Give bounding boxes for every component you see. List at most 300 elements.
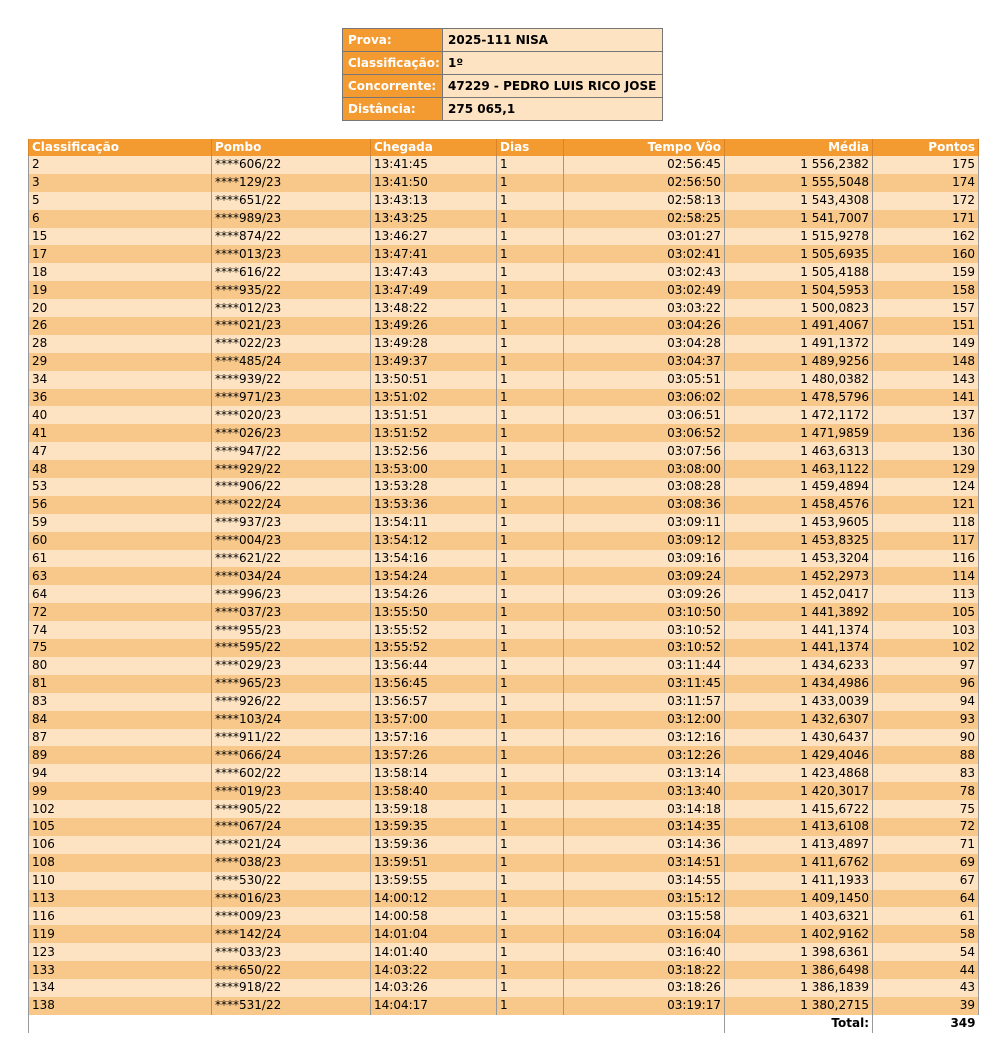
table-row: [29, 460, 979, 478]
cell-dias: 1: [497, 281, 564, 299]
cell-media: 1 463,1122: [725, 460, 873, 478]
cell-tempo-voo: 03:15:12: [564, 890, 725, 908]
cell-dias: 1: [497, 406, 564, 424]
table-row: [29, 585, 979, 603]
cell-media: 1 386,6498: [725, 961, 873, 979]
cell-pontos: 151: [873, 317, 979, 335]
cell-media: 1 489,9256: [725, 353, 873, 371]
cell-media: 1 453,9605: [725, 514, 873, 532]
cell-classificacao: 63: [29, 567, 212, 585]
cell-pontos: 39: [873, 997, 979, 1015]
cell-classificacao: 134: [29, 979, 212, 997]
info-row-prova: [343, 29, 663, 52]
cell-pombo: ****129/23: [212, 174, 371, 192]
cell-pontos: 93: [873, 711, 979, 729]
table-row: [29, 854, 979, 872]
concorrente-value: 47229 - PEDRO LUIS RICO JOSE: [443, 75, 663, 98]
cell-media: 1 504,5953: [725, 281, 873, 299]
cell-pontos: 97: [873, 657, 979, 675]
cell-pombo: ****038/23: [212, 854, 371, 872]
cell-tempo-voo: 03:18:22: [564, 961, 725, 979]
table-row: [29, 890, 979, 908]
cell-tempo-voo: 03:10:52: [564, 621, 725, 639]
cell-pombo: ****906/22: [212, 478, 371, 496]
distancia-value: 275 065,1: [443, 98, 663, 121]
cell-dias: 1: [497, 442, 564, 460]
cell-media: 1 453,8325: [725, 532, 873, 550]
cell-pontos: 90: [873, 729, 979, 747]
table-row: [29, 729, 979, 747]
cell-chegada: 13:55:52: [371, 639, 497, 657]
cell-classificacao: 75: [29, 639, 212, 657]
cell-dias: 1: [497, 156, 564, 174]
cell-chegada: 13:59:18: [371, 800, 497, 818]
cell-media: 1 515,9278: [725, 228, 873, 246]
cell-pontos: 75: [873, 800, 979, 818]
table-row: [29, 621, 979, 639]
cell-chegada: 13:51:51: [371, 406, 497, 424]
table-row: [29, 979, 979, 997]
cell-media: 1 452,2973: [725, 567, 873, 585]
cell-chegada: 14:01:40: [371, 943, 497, 961]
cell-dias: 1: [497, 925, 564, 943]
cell-dias: 1: [497, 228, 564, 246]
cell-classificacao: 72: [29, 603, 212, 621]
cell-media: 1 441,3892: [725, 603, 873, 621]
cell-dias: 1: [497, 550, 564, 568]
cell-classificacao: 19: [29, 281, 212, 299]
table-row: [29, 782, 979, 800]
cell-chegada: 13:41:50: [371, 174, 497, 192]
cell-classificacao: 28: [29, 335, 212, 353]
cell-classificacao: 99: [29, 782, 212, 800]
cell-pombo: ****651/22: [212, 192, 371, 210]
cell-classificacao: 20: [29, 299, 212, 317]
cell-pontos: 162: [873, 228, 979, 246]
cell-pontos: 114: [873, 567, 979, 585]
cell-pombo: ****996/23: [212, 585, 371, 603]
cell-dias: 1: [497, 585, 564, 603]
cell-pombo: ****530/22: [212, 872, 371, 890]
cell-media: 1 411,1933: [725, 872, 873, 890]
cell-media: 1 463,6313: [725, 442, 873, 460]
cell-tempo-voo: 03:02:41: [564, 245, 725, 263]
cell-pombo: ****021/23: [212, 317, 371, 335]
cell-classificacao: 119: [29, 925, 212, 943]
table-row: [29, 800, 979, 818]
cell-pontos: 72: [873, 818, 979, 836]
cell-pombo: ****905/22: [212, 800, 371, 818]
cell-classificacao: 83: [29, 693, 212, 711]
cell-pombo: ****947/22: [212, 442, 371, 460]
cell-classificacao: 34: [29, 371, 212, 389]
cell-pontos: 124: [873, 478, 979, 496]
cell-dias: 1: [497, 174, 564, 192]
cell-media: 1 415,6722: [725, 800, 873, 818]
cell-pontos: 117: [873, 532, 979, 550]
info-row-classificacao: [343, 52, 663, 75]
cell-pombo: ****013/23: [212, 245, 371, 263]
cell-dias: 1: [497, 335, 564, 353]
table-row: [29, 997, 979, 1015]
cell-tempo-voo: 03:02:49: [564, 281, 725, 299]
table-row: [29, 818, 979, 836]
distancia-label: Distância:: [343, 98, 443, 121]
cell-dias: 1: [497, 675, 564, 693]
cell-pontos: 113: [873, 585, 979, 603]
cell-media: 1 441,1374: [725, 621, 873, 639]
cell-classificacao: 18: [29, 263, 212, 281]
table-row: [29, 389, 979, 407]
cell-pombo: ****021/24: [212, 836, 371, 854]
cell-tempo-voo: 03:12:00: [564, 711, 725, 729]
cell-media: 1 413,4897: [725, 836, 873, 854]
cell-tempo-voo: 03:12:26: [564, 746, 725, 764]
cell-classificacao: 53: [29, 478, 212, 496]
cell-media: 1 434,6233: [725, 657, 873, 675]
cell-tempo-voo: 03:14:36: [564, 836, 725, 854]
cell-pombo: ****037/23: [212, 603, 371, 621]
cell-chegada: 13:53:36: [371, 496, 497, 514]
cell-chegada: 13:43:25: [371, 210, 497, 228]
cell-dias: 1: [497, 907, 564, 925]
prova-label: Prova:: [343, 29, 443, 52]
cell-classificacao: 94: [29, 764, 212, 782]
info-row-distancia: [343, 98, 663, 121]
cell-pontos: 130: [873, 442, 979, 460]
cell-dias: 1: [497, 263, 564, 281]
cell-classificacao: 106: [29, 836, 212, 854]
cell-media: 1 441,1374: [725, 639, 873, 657]
table-row: [29, 532, 979, 550]
table-row: [29, 693, 979, 711]
cell-pontos: 160: [873, 245, 979, 263]
table-row: [29, 836, 979, 854]
cell-dias: 1: [497, 854, 564, 872]
cell-media: 1 555,5048: [725, 174, 873, 192]
cell-chegada: 13:59:55: [371, 872, 497, 890]
cell-chegada: 14:01:04: [371, 925, 497, 943]
cell-chegada: 13:51:02: [371, 389, 497, 407]
cell-pombo: ****034/24: [212, 567, 371, 585]
cell-media: 1 411,6762: [725, 854, 873, 872]
cell-classificacao: 48: [29, 460, 212, 478]
cell-tempo-voo: 03:11:45: [564, 675, 725, 693]
cell-tempo-voo: 03:14:18: [564, 800, 725, 818]
cell-chegada: 13:58:40: [371, 782, 497, 800]
cell-classificacao: 47: [29, 442, 212, 460]
race-info-table: [342, 28, 663, 121]
cell-media: 1 541,7007: [725, 210, 873, 228]
cell-pombo: ****016/23: [212, 890, 371, 908]
cell-media: 1 420,3017: [725, 782, 873, 800]
cell-tempo-voo: 03:04:28: [564, 335, 725, 353]
cell-chegada: 13:57:00: [371, 711, 497, 729]
cell-media: 1 386,1839: [725, 979, 873, 997]
table-row: [29, 317, 979, 335]
cell-chegada: 13:48:22: [371, 299, 497, 317]
cell-pombo: ****955/23: [212, 621, 371, 639]
cell-pombo: ****937/23: [212, 514, 371, 532]
cell-chegada: 13:54:26: [371, 585, 497, 603]
cell-chegada: 13:59:51: [371, 854, 497, 872]
cell-tempo-voo: 03:05:51: [564, 371, 725, 389]
cell-chegada: 13:55:52: [371, 621, 497, 639]
classificacao-value: 1º: [443, 52, 663, 75]
cell-pombo: ****650/22: [212, 961, 371, 979]
total-label: Total:: [725, 1015, 873, 1033]
cell-classificacao: 138: [29, 997, 212, 1015]
table-row: [29, 746, 979, 764]
cell-tempo-voo: 03:09:16: [564, 550, 725, 568]
header-classificacao: Classificação: [29, 139, 212, 156]
cell-media: 1 380,2715: [725, 997, 873, 1015]
cell-dias: 1: [497, 746, 564, 764]
cell-pombo: ****066/24: [212, 746, 371, 764]
cell-tempo-voo: 03:09:24: [564, 567, 725, 585]
cell-pontos: 136: [873, 424, 979, 442]
total-value: 349: [873, 1015, 979, 1033]
cell-pontos: 71: [873, 836, 979, 854]
cell-tempo-voo: 03:13:14: [564, 764, 725, 782]
cell-media: 1 556,2382: [725, 156, 873, 174]
cell-pombo: ****012/23: [212, 299, 371, 317]
cell-dias: 1: [497, 943, 564, 961]
cell-pontos: 121: [873, 496, 979, 514]
cell-dias: 1: [497, 997, 564, 1015]
cell-chegada: 13:50:51: [371, 371, 497, 389]
cell-chegada: 14:03:22: [371, 961, 497, 979]
cell-pontos: 175: [873, 156, 979, 174]
cell-classificacao: 26: [29, 317, 212, 335]
cell-media: 1 432,6307: [725, 711, 873, 729]
cell-dias: 1: [497, 836, 564, 854]
cell-tempo-voo: 03:14:51: [564, 854, 725, 872]
cell-media: 1 458,4576: [725, 496, 873, 514]
cell-media: 1 505,6935: [725, 245, 873, 263]
cell-classificacao: 123: [29, 943, 212, 961]
cell-chegada: 13:46:27: [371, 228, 497, 246]
cell-classificacao: 41: [29, 424, 212, 442]
cell-pontos: 58: [873, 925, 979, 943]
cell-tempo-voo: 03:09:12: [564, 532, 725, 550]
table-row: [29, 156, 979, 174]
table-row: [29, 961, 979, 979]
cell-media: 1 505,4188: [725, 263, 873, 281]
cell-chegada: 13:54:12: [371, 532, 497, 550]
cell-tempo-voo: 02:56:45: [564, 156, 725, 174]
cell-chegada: 13:43:13: [371, 192, 497, 210]
cell-classificacao: 64: [29, 585, 212, 603]
cell-tempo-voo: 03:19:17: [564, 997, 725, 1015]
cell-media: 1 478,5796: [725, 389, 873, 407]
cell-classificacao: 6: [29, 210, 212, 228]
header-tempo-voo: Tempo Vôo: [564, 139, 725, 156]
cell-tempo-voo: 03:16:40: [564, 943, 725, 961]
cell-chegada: 13:47:49: [371, 281, 497, 299]
table-row: [29, 442, 979, 460]
cell-pombo: ****019/23: [212, 782, 371, 800]
cell-pombo: ****009/23: [212, 907, 371, 925]
table-row: [29, 335, 979, 353]
cell-dias: 1: [497, 567, 564, 585]
cell-tempo-voo: 03:04:26: [564, 317, 725, 335]
cell-tempo-voo: 03:10:50: [564, 603, 725, 621]
table-row: [29, 567, 979, 585]
table-row: [29, 925, 979, 943]
cell-pontos: 172: [873, 192, 979, 210]
cell-classificacao: 56: [29, 496, 212, 514]
prova-value: 2025-111 NISA: [443, 29, 663, 52]
cell-chegada: 14:03:26: [371, 979, 497, 997]
cell-chegada: 13:55:50: [371, 603, 497, 621]
table-row: [29, 281, 979, 299]
cell-dias: 1: [497, 621, 564, 639]
cell-tempo-voo: 03:13:40: [564, 782, 725, 800]
cell-dias: 1: [497, 639, 564, 657]
cell-pontos: 44: [873, 961, 979, 979]
cell-dias: 1: [497, 603, 564, 621]
table-row: [29, 514, 979, 532]
cell-media: 1 472,1172: [725, 406, 873, 424]
table-row: [29, 192, 979, 210]
cell-chegada: 13:59:36: [371, 836, 497, 854]
cell-media: 1 433,0039: [725, 693, 873, 711]
cell-classificacao: 74: [29, 621, 212, 639]
cell-tempo-voo: 03:06:02: [564, 389, 725, 407]
cell-pombo: ****606/22: [212, 156, 371, 174]
cell-chegada: 13:57:16: [371, 729, 497, 747]
cell-tempo-voo: 03:07:56: [564, 442, 725, 460]
cell-media: 1 430,6437: [725, 729, 873, 747]
table-row: [29, 424, 979, 442]
cell-pombo: ****911/22: [212, 729, 371, 747]
cell-pombo: ****939/22: [212, 371, 371, 389]
cell-classificacao: 5: [29, 192, 212, 210]
cell-chegada: 13:41:45: [371, 156, 497, 174]
cell-dias: 1: [497, 729, 564, 747]
classificacao-label: Classificação:: [343, 52, 443, 75]
header-pontos: Pontos: [873, 139, 979, 156]
cell-pontos: 54: [873, 943, 979, 961]
cell-dias: 1: [497, 657, 564, 675]
concorrente-label: Concorrente:: [343, 75, 443, 98]
table-row: [29, 943, 979, 961]
cell-chegada: 13:47:41: [371, 245, 497, 263]
header-dias: Dias: [497, 139, 564, 156]
cell-classificacao: 60: [29, 532, 212, 550]
cell-pontos: 171: [873, 210, 979, 228]
cell-pombo: ****004/23: [212, 532, 371, 550]
cell-media: 1 452,0417: [725, 585, 873, 603]
cell-classificacao: 29: [29, 353, 212, 371]
cell-pontos: 116: [873, 550, 979, 568]
cell-chegada: 13:49:37: [371, 353, 497, 371]
cell-pombo: ****621/22: [212, 550, 371, 568]
cell-classificacao: 110: [29, 872, 212, 890]
cell-tempo-voo: 03:12:16: [564, 729, 725, 747]
cell-classificacao: 102: [29, 800, 212, 818]
cell-pontos: 88: [873, 746, 979, 764]
header-chegada: Chegada: [371, 139, 497, 156]
cell-tempo-voo: 03:15:58: [564, 907, 725, 925]
cell-classificacao: 15: [29, 228, 212, 246]
cell-pombo: ****485/24: [212, 353, 371, 371]
results-header-row: [29, 139, 979, 156]
cell-pombo: ****965/23: [212, 675, 371, 693]
table-row: [29, 263, 979, 281]
cell-dias: 1: [497, 389, 564, 407]
cell-classificacao: 116: [29, 907, 212, 925]
table-row: [29, 764, 979, 782]
cell-classificacao: 17: [29, 245, 212, 263]
cell-classificacao: 61: [29, 550, 212, 568]
cell-pombo: ****616/22: [212, 263, 371, 281]
cell-dias: 1: [497, 353, 564, 371]
cell-dias: 1: [497, 317, 564, 335]
table-row: [29, 245, 979, 263]
cell-dias: 1: [497, 299, 564, 317]
cell-tempo-voo: 03:01:27: [564, 228, 725, 246]
cell-chegada: 13:56:44: [371, 657, 497, 675]
cell-tempo-voo: 03:09:11: [564, 514, 725, 532]
cell-tempo-voo: 02:58:25: [564, 210, 725, 228]
cell-classificacao: 80: [29, 657, 212, 675]
cell-pombo: ****989/23: [212, 210, 371, 228]
cell-tempo-voo: 03:08:28: [564, 478, 725, 496]
cell-classificacao: 87: [29, 729, 212, 747]
table-row: [29, 299, 979, 317]
cell-dias: 1: [497, 371, 564, 389]
table-row: [29, 550, 979, 568]
cell-tempo-voo: 03:08:00: [564, 460, 725, 478]
cell-media: 1 398,6361: [725, 943, 873, 961]
cell-chegada: 14:00:12: [371, 890, 497, 908]
cell-pombo: ****531/22: [212, 997, 371, 1015]
cell-tempo-voo: 03:14:55: [564, 872, 725, 890]
cell-media: 1 543,4308: [725, 192, 873, 210]
cell-classificacao: 89: [29, 746, 212, 764]
total-row: [29, 1015, 979, 1033]
cell-pombo: ****022/24: [212, 496, 371, 514]
cell-dias: 1: [497, 800, 564, 818]
cell-dias: 1: [497, 245, 564, 263]
cell-chegada: 13:53:28: [371, 478, 497, 496]
table-row: [29, 639, 979, 657]
cell-media: 1 434,4986: [725, 675, 873, 693]
cell-pontos: 143: [873, 371, 979, 389]
cell-dias: 1: [497, 693, 564, 711]
cell-pombo: ****874/22: [212, 228, 371, 246]
cell-classificacao: 2: [29, 156, 212, 174]
cell-classificacao: 59: [29, 514, 212, 532]
cell-dias: 1: [497, 782, 564, 800]
cell-pombo: ****971/23: [212, 389, 371, 407]
cell-pombo: ****929/22: [212, 460, 371, 478]
cell-pontos: 158: [873, 281, 979, 299]
cell-pontos: 69: [873, 854, 979, 872]
cell-pontos: 159: [873, 263, 979, 281]
cell-pombo: ****935/22: [212, 281, 371, 299]
table-row: [29, 907, 979, 925]
cell-pombo: ****029/23: [212, 657, 371, 675]
cell-dias: 1: [497, 478, 564, 496]
cell-media: 1 413,6108: [725, 818, 873, 836]
cell-media: 1 403,6321: [725, 907, 873, 925]
table-row: [29, 406, 979, 424]
cell-dias: 1: [497, 210, 564, 228]
cell-pontos: 129: [873, 460, 979, 478]
